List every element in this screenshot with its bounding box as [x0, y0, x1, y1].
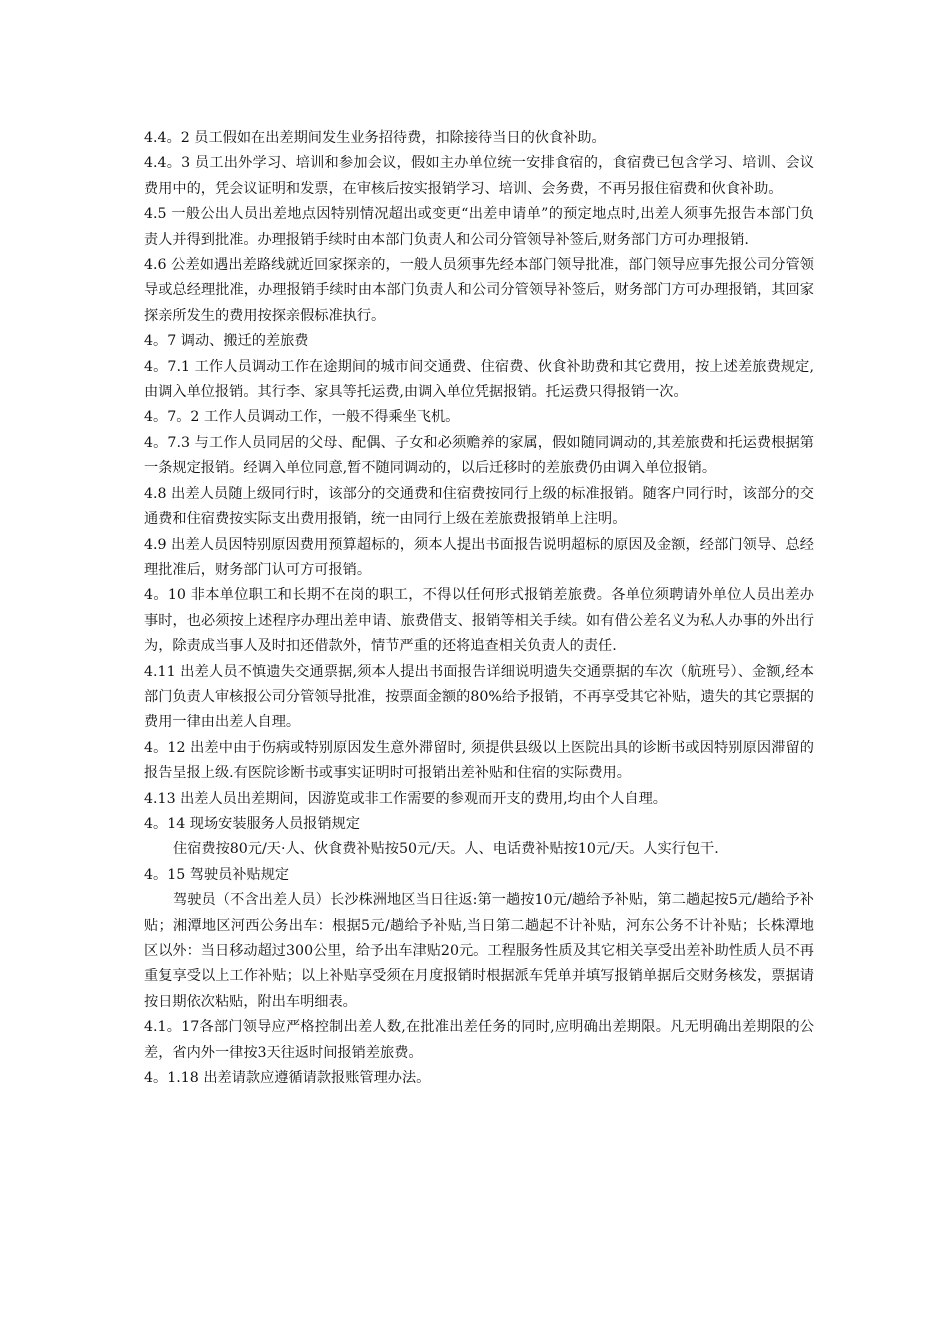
- paragraph-4-10: 4。10 非本单位职工和长期不在岗的职工，不得以任何形式报销差旅费。各单位须聘请外单位人员出差办事时，也必须按上述程序办理出差申请、旅费借支、报销等相关手续。如有借公差名义为私人办事的外出行为，除责成当事人及时扣还借款外，情节严重的还将追查相关负责人的责任.: [144, 587, 814, 655]
- section-heading-4-14: 4。14 现场安装服务人员报销规定: [144, 815, 361, 832]
- document-body: [144, 126, 814, 1091]
- paragraph-4-11: 4.11 出差人员不慎遗失交通票据,须本人提出书面报告详细说明遗失交通票据的车次（航班号）、金额,经本部门负责人审核报公司分管领导批准，按票面金额的80%给予报销，不再享受其它补贴，遗失的其它票据的费用一律由出差人自理。: [144, 663, 814, 731]
- paragraph-4-1-17: 4.1。17各部门领导应严格控制出差人数,在批准出差任务的同时,应明确出差期限。凡无明确出差期限的公差，省内外一律按3天往返时间报销差旅费。: [144, 1019, 814, 1061]
- paragraph-4-12: 4。12 出差中由于伤病或特别原因发生意外滞留时, 须提供县级以上医院出具的诊断书或因特别原因滞留的报告呈报上级.有医院诊断书或事实证明时可报销出差补贴和住宿的实际费用。: [144, 739, 814, 782]
- paragraph-4-6: 4.6 公差如遇出差路线就近回家探亲的，一般人员须事先经本部门领导批准，部门领导应事先报公司分管领导或总经理批准，办理报销手续时由本部门负责人和公司分管领导补签后，财务部门方可办理报销，其回家探亲所发生的费用按探亲假标准执行。: [144, 257, 814, 324]
- paragraph-4-9: 4.9 出差人员因特别原因费用预算超标的，须本人提出书面报告说明超标的原因及金额，经部门领导、总经理批准后，财务部门认可方可报销。: [144, 536, 814, 578]
- paragraph-4-1-18: 4。1.18 出差请款应遵循请款报账管理办法。: [144, 1070, 431, 1087]
- paragraph-4-15-body: 驾驶员（不含出差人员）长沙株洲地区当日往返:第一趟按10元/趟给予补贴，第二趟起按5元/趟给予补贴；湘潭地区河西公务出车：根据5元/趟给予补贴,当日第二趟起不计补贴，河东公务不计补贴；长株潭地区以外：当日移动超过300公里，给予出车津贴20元。工程服务性质及其它相关享受出差补助性质人员不再重复享受以上工作补贴；以上补贴享受须在月度报销时根据派车凭单并填写报销单据后交财务核发，票据请按日期依次粘贴，附出车明细表。: [144, 892, 814, 1010]
- paragraph-4-5: 4.5 一般公出人员出差地点因特别情况超出或变更“出差申请单”的预定地点时,出差人须事先报告本部门负责人并得到批准。办理报销手续时由本部门负责人和公司分管领导补签后,财务部门方可办理报销.: [144, 206, 814, 248]
- section-heading-4-7: 4。7 调动、搬迁的差旅费: [144, 333, 309, 350]
- paragraph-4-7-3: 4。7.3 与工作人员同居的父母、配偶、子女和必须赡养的家属，假如随同调动的,其差旅费和托运费根据第一条规定报销。经调入单位同意,暂不随同调动的，以后迁移时的差旅费仍由调入单位报销。: [144, 434, 814, 477]
- paragraph-4-8: 4.8 出差人员随上级同行时，该部分的交通费和住宿费按同行上级的标准报销。随客户同行时，该部分的交通费和住宿费按实际支出费用报销，统一由同行上级在差旅费报销单上注明。: [144, 485, 814, 528]
- paragraph-4-4-3: 4.4。3 员工出外学习、培训和参加会议，假如主办单位统一安排食宿的，食宿费已包含学习、培训、会议费用中的，凭会议证明和发票，在审核后按实报销学习、培训、会务费，不再另报住宿费和伙食补助。: [144, 155, 814, 197]
- paragraph-4-4-2: 4.4。2 员工假如在出差期间发生业务招待费，扣除接待当日的伙食补助。: [144, 130, 606, 146]
- paragraph-4-7-2: 4。7。2 工作人员调动工作，一般不得乘坐飞机。: [144, 409, 460, 426]
- paragraph-4-14-body: 住宿费按80元/天·人、伙食费补贴按50元/天。人、电话费补贴按10元/天。人实行包干.: [173, 841, 719, 858]
- section-heading-4-15: 4。15 驾驶员补贴规定: [144, 866, 290, 883]
- paragraph-4-7-1: 4。7.1 工作人员调动工作在途期间的城市间交通费、住宿费、伙食补助费和其它费用，按上述差旅费规定,由调入单位报销。其行李、家具等托运费,由调入单位凭据报销。托运费只得报销一次。: [144, 358, 814, 401]
- paragraph-4-13: 4.13 出差人员出差期间，因游览或非工作需要的参观而开支的费用,均由个人自理。: [144, 790, 667, 807]
